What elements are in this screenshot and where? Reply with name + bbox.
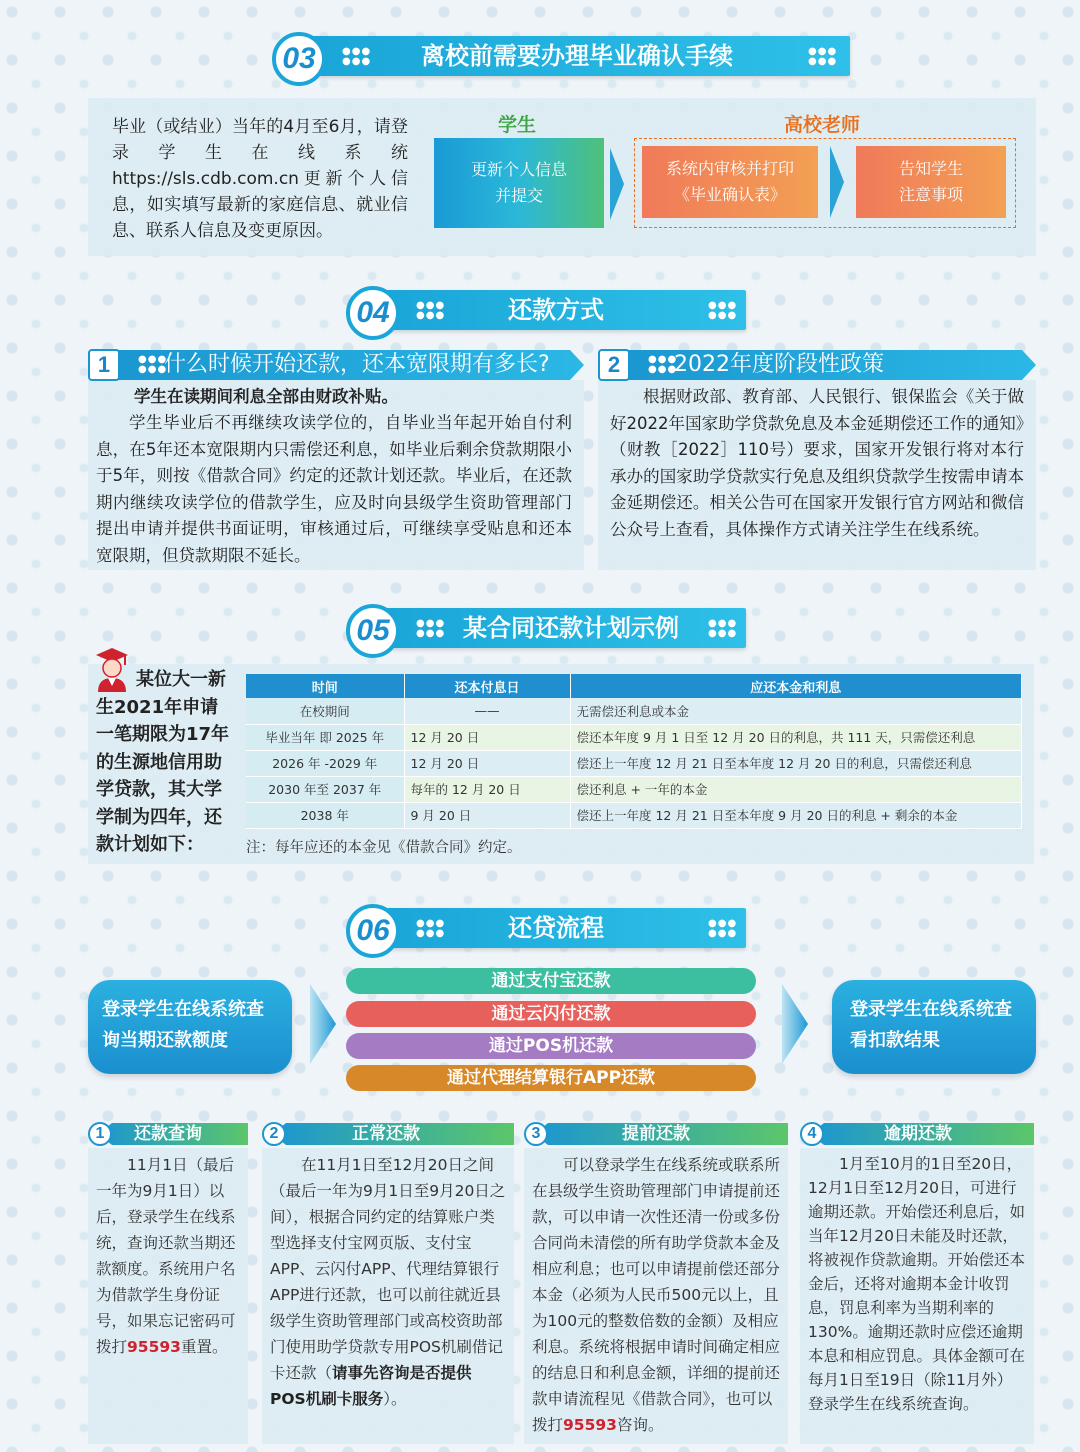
table-row bbox=[246, 750, 1022, 776]
repayment-plan-table bbox=[246, 674, 1022, 829]
student-label: 学生 bbox=[498, 114, 537, 136]
card-text: 在11月1日至12月20日之间（最后一年为9月1日至9月20日之间），根据合同约定的结算账户类型选择支付宝网页版、支付宝APP、云闪付APP、代理结算银行APP进行还款，也可以前往就近县级学生资助管理部门或高校资助部门使用助学贷款专用POS机刷借记卡还款（ bbox=[270, 1156, 506, 1382]
table-header-row bbox=[246, 674, 1022, 698]
dots-icon: ●●● ●●● bbox=[708, 618, 738, 639]
section-number: 03 bbox=[272, 32, 326, 86]
table-cell: 12 月 20 日 bbox=[404, 724, 570, 750]
card-text-tail: ）。 bbox=[383, 1390, 407, 1408]
card-text-bold: 请事先咨询是否提供POS机刷卡服务 bbox=[270, 1364, 472, 1408]
pay-pos-pill: 通过POS机还款 bbox=[346, 1033, 756, 1059]
pay-alipay-pill: 通过支付宝还款 bbox=[346, 968, 756, 994]
section-03-header bbox=[272, 32, 852, 76]
pay-unionpay-pill: 通过云闪付还款 bbox=[346, 1001, 756, 1027]
dots-icon: ●●● ●●● bbox=[416, 918, 446, 939]
table-cell: 无需偿还利息或本金 bbox=[570, 698, 1022, 724]
table-cell: 偿还上一年度 12 月 21 日至本年度 9 月 20 日的利息 + 剩余的本金 bbox=[570, 802, 1022, 828]
query-amount-box: 登录学生在线系统查询当期还款额度 bbox=[88, 980, 292, 1074]
table-cell: 2026 年 -2029 年 bbox=[246, 750, 404, 776]
section-06-header bbox=[346, 904, 746, 948]
card-title: 提前还款 bbox=[622, 1124, 690, 1144]
card-title: 还款查询 bbox=[134, 1124, 202, 1144]
q1-number: 1 bbox=[88, 349, 120, 381]
flow-step-line: 系统内审核并打印 bbox=[665, 159, 794, 178]
arrow-right-icon bbox=[782, 984, 808, 1064]
table-cell: —— bbox=[404, 698, 570, 724]
card-text-tail: 咨询。 bbox=[616, 1416, 664, 1434]
table-cell: 2030 年至 2037 年 bbox=[246, 776, 404, 802]
flow-step-review-print bbox=[642, 146, 818, 218]
card-text: 1月至10月的1日至20日，12月1日至12月20日，可进行逾期还款。开始偿还利息后，如当年12月20日未能及时还款，将被视作贷款逾期。开始偿还本金后，还将对逾期本金计收罚息，罚息利率为当期利率的130%。逾期还款时应偿还逾期本息和相应罚息。具体金额可在每月1日至19日（除11月外）登录学生在线系统查询。 bbox=[808, 1155, 1026, 1413]
q2-body: 根据财政部、教育部、人民银行、银保监会《关于做好2022年国家助学贷款免息及本金延期偿还工作的通知》（财教［2022］110号）要求，国家开发银行将对本行承办的国家助学贷款实行免息及组织贷款学生按需申请本金延期偿还。相关公告可在国家开发银行官方网站和微信公众号上查看，具体操作方式请关注学生在线系统。 bbox=[610, 387, 1024, 539]
section-title: 还贷流程 bbox=[508, 914, 604, 942]
q1-header bbox=[88, 350, 584, 380]
card-title: 逾期还款 bbox=[884, 1124, 952, 1144]
dots-icon: ●●● ●●● bbox=[648, 354, 678, 375]
dots-icon: ●●● ●●● bbox=[708, 918, 738, 939]
table-cell: 偿还上一年度 12 月 21 日至本年度 12 月 20 日的利息，只需偿还利息 bbox=[570, 750, 1022, 776]
q1-title: 什么时候开始还款，还本宽限期有多长? bbox=[164, 352, 550, 377]
flow-step-line: 《毕业确认表》 bbox=[673, 185, 786, 204]
q2-number: 2 bbox=[598, 349, 630, 381]
arrow-right-icon bbox=[610, 148, 624, 220]
card-text-tail: 重置。 bbox=[180, 1338, 228, 1356]
card-2-header bbox=[262, 1122, 514, 1146]
table-note: 注：每年应还的本金见《借款合同》约定。 bbox=[246, 840, 522, 856]
flow-step-line: 注意事项 bbox=[898, 185, 963, 204]
table-cell: 9 月 20 日 bbox=[404, 802, 570, 828]
table-cell: 毕业当年 即 2025 年 bbox=[246, 724, 404, 750]
table-header-date: 还本付息日 bbox=[404, 674, 570, 698]
table-cell: 12 月 20 日 bbox=[404, 750, 570, 776]
section-05-header bbox=[346, 604, 746, 648]
table-header-time: 时间 bbox=[246, 674, 404, 698]
flow-step-line: 并提交 bbox=[494, 186, 543, 205]
card-4-header bbox=[800, 1122, 1034, 1146]
section-title: 还款方式 bbox=[508, 296, 604, 324]
card-number: 4 bbox=[800, 1122, 824, 1146]
section-05-intro: 某位大一新生2021年申请一笔期限为17年的生源地信用助学贷款，其大学学制为四年，还款计划如下： bbox=[96, 669, 230, 855]
card-number: 2 bbox=[262, 1122, 286, 1146]
table-cell: 偿还本年度 9 月 1 日至 12 月 20 日的利息，共 111 天，只需偿还利息 bbox=[570, 724, 1022, 750]
card-2-body bbox=[262, 1148, 514, 1444]
arrow-right-icon bbox=[310, 984, 336, 1064]
section-04-header bbox=[346, 286, 746, 330]
flow-step-update-info bbox=[434, 138, 604, 228]
dots-icon: ●●● ●●● bbox=[138, 354, 168, 375]
dots-icon: ●●● ●●● bbox=[416, 618, 446, 639]
section-number: 06 bbox=[346, 904, 400, 958]
dots-icon: ●●● ●●● bbox=[416, 300, 446, 321]
card-3-body bbox=[524, 1148, 788, 1444]
card-1-body bbox=[88, 1148, 248, 1444]
section-title: 离校前需要办理毕业确认手续 bbox=[421, 42, 733, 70]
card-title: 正常还款 bbox=[352, 1124, 420, 1144]
card-text: 可以登录学生在线系统或联系所在县级学生资助管理部门申请提前还款，可以申请一次性还清一份或多份合同尚未清偿的所有助学贷款本金及相应利息；也可以申请提前偿还部分本金（必须为人民币500元以上，且为100元的整数倍数的金额）及相应利息。系统将根据申请时间确定相应的结息日和利息金额，详细的提前还款申请流程见《借款合同》，也可以拨打 bbox=[532, 1156, 781, 1434]
section-03-text: 毕业（或结业）当年的4月至6月，请登录学生在线系统https://sls.cdb.com.cn更新个人信息，如实填写最新的家庭信息、就业信息、联系人信息及变更原因。 bbox=[112, 117, 408, 241]
table-cell: 在校期间 bbox=[246, 698, 404, 724]
hotline-number: 95593 bbox=[127, 1338, 181, 1356]
card-number: 1 bbox=[88, 1122, 112, 1146]
table-row bbox=[246, 776, 1022, 802]
pay-bank-app-pill: 通过代理结算银行APP还款 bbox=[346, 1065, 756, 1091]
section-number: 05 bbox=[346, 604, 400, 658]
card-4-body bbox=[800, 1148, 1034, 1444]
table-cell: 每年的 12 月 20 日 bbox=[404, 776, 570, 802]
table-row bbox=[246, 698, 1022, 724]
card-3-header bbox=[524, 1122, 788, 1146]
q2-header bbox=[598, 350, 1036, 380]
hotline-number: 95593 bbox=[563, 1416, 617, 1434]
dots-icon: ●●● ●●● bbox=[342, 46, 372, 67]
q2-title: 2022年度阶段性政策 bbox=[674, 352, 884, 377]
section-title: 某合同还款计划示例 bbox=[463, 614, 679, 642]
card-number: 3 bbox=[524, 1122, 548, 1146]
check-result-box: 登录学生在线系统查看扣款结果 bbox=[832, 980, 1036, 1074]
card-1-header bbox=[88, 1122, 248, 1146]
flow-step-notify bbox=[856, 146, 1006, 218]
q1-body: 学生毕业后不再继续攻读学位的，自毕业当年起开始自付利息，在5年还本宽限期内只需偿还利息，如毕业后剩余贷款期限小于5年，则按《借款合同》约定的还款计划还款。毕业后，在还款期内继续攻读学位的借款学生，应及时向县级学生资助管理部门提出申请并提供书面证明，审核通过后，可继续享受贴息和还本宽限期，但贷款期限不延长。 bbox=[96, 413, 572, 565]
table-row bbox=[246, 802, 1022, 828]
table-row bbox=[246, 724, 1022, 750]
section-number: 04 bbox=[346, 286, 400, 340]
dots-icon: ●●● ●●● bbox=[808, 46, 838, 67]
flow-step-line: 告知学生 bbox=[898, 159, 963, 178]
q1-lead: 学生在读期间利息全部由财政补贴。 bbox=[134, 387, 398, 406]
table-cell: 2038 年 bbox=[246, 802, 404, 828]
dots-icon: ●●● ●●● bbox=[708, 300, 738, 321]
teacher-label: 高校老师 bbox=[784, 114, 861, 136]
card-text: 11月1日（最后一年为9月1日）以后，登录学生在线系统，查询还款当期还款额度。系统用户名为借款学生身份证号，如果忘记密码可拨打 bbox=[96, 1156, 236, 1356]
arrow-right-icon bbox=[830, 146, 844, 218]
table-header-amount: 应还本金和利息 bbox=[570, 674, 1022, 698]
table-cell: 偿还利息 + 一年的本金 bbox=[570, 776, 1022, 802]
flow-step-line: 更新个人信息 bbox=[470, 160, 567, 179]
